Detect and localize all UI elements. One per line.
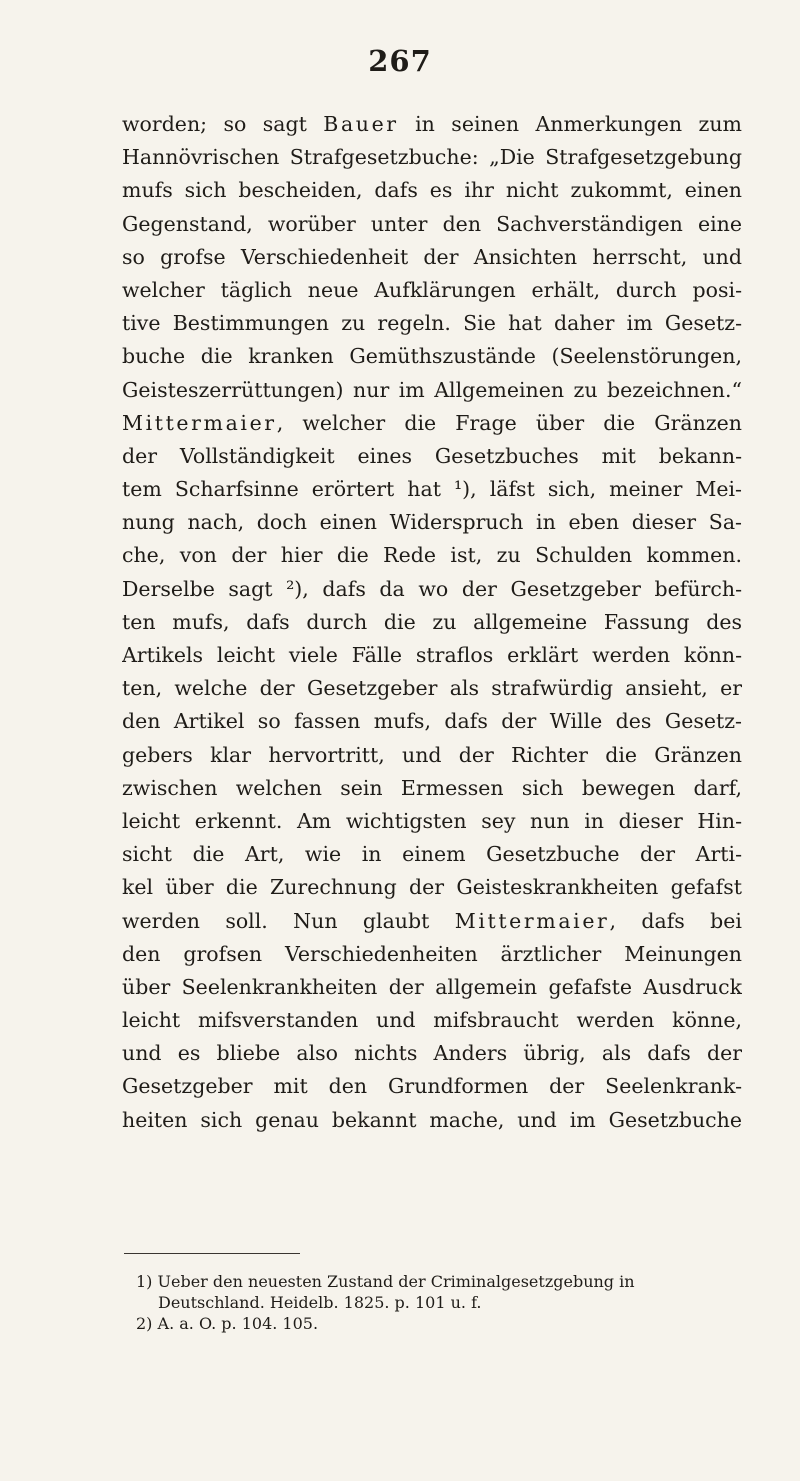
text-line: so grofse Verschiedenheit der Ansichten herrscht, und bbox=[122, 244, 742, 269]
text-line: und es bliebe also nichts Anders übrig, als dafs der bbox=[122, 1041, 742, 1066]
text-line: kel über die Zurechnung der Geisteskrankheiten gefafst bbox=[122, 875, 742, 900]
text-line: Artikels leicht viele Fälle straflos erklärt werden könn- bbox=[122, 643, 742, 667]
footnote-line: Deutschland. Heidelb. 1825. p. 101 u. f. bbox=[158, 1293, 482, 1312]
text-line: heiten sich genau bekannt mache, und im Gesetzbuche bbox=[122, 1107, 742, 1132]
body-text bbox=[122, 108, 742, 1137]
author-name: Bauer bbox=[323, 112, 399, 136]
text-line: gebers klar hervortritt, und der Richter die Gränzen bbox=[122, 742, 742, 767]
text-line: zwischen welchen sein Ermessen sich bewegen darf, bbox=[122, 775, 742, 800]
page-number: 267 bbox=[368, 44, 432, 78]
text-line: leicht mifsverstanden und mifsbraucht werden könne, bbox=[122, 1008, 742, 1033]
text-line: ten, welche der Gesetzgeber als strafwürdig ansieht, er bbox=[122, 676, 742, 701]
text-line: worden; so sagt Bauer in seinen Anmerkungen zum bbox=[122, 112, 742, 136]
footnote-line: 1) Ueber den neuesten Zustand der Criminalgesetzgebung in bbox=[136, 1272, 635, 1291]
text-line: nung nach, doch einen Widerspruch in eben dieser Sa- bbox=[122, 510, 742, 535]
footnotes bbox=[136, 1271, 742, 1334]
text-line: den grofsen Verschiedenheiten ärztlicher Meinungen bbox=[122, 941, 742, 966]
footnote-1 bbox=[136, 1271, 742, 1313]
text-line: Mittermaier, welcher die Frage über die Gränzen bbox=[122, 410, 742, 435]
text-line: Derselbe sagt ²), dafs da wo der Gesetzgeber befürch- bbox=[122, 576, 742, 601]
footnote-divider bbox=[124, 1253, 300, 1254]
text-line: che, von der hier die Rede ist, zu Schulden kommen. bbox=[122, 543, 742, 568]
footnote-line: 2) A. a. O. p. 104. 105. bbox=[136, 1314, 319, 1333]
text-line: mufs sich bescheiden, dafs es ihr nicht zukommt, einen bbox=[122, 178, 742, 203]
text-line: leicht erkennt. Am wichtigsten sey nun in dieser Hin- bbox=[122, 808, 742, 833]
text-line: der Vollständigkeit eines Gesetzbuches mit bekann- bbox=[122, 443, 742, 468]
footnote-2 bbox=[136, 1313, 742, 1334]
author-name: Mittermaier bbox=[122, 410, 277, 435]
text-line: Geisteszerrüttungen) nur im Allgemeinen zu bezeichnen.“ bbox=[122, 377, 742, 402]
text-line: buche die kranken Gemüthszustände (Seelenstörungen, bbox=[122, 344, 742, 369]
author-name: Mittermaier bbox=[454, 908, 610, 933]
text-line: welcher täglich neue Aufklärungen erhält, durch posi- bbox=[122, 277, 742, 302]
text-line: Hannövrischen Strafgesetzbuche: „Die Strafgesetzgebung bbox=[122, 145, 742, 170]
text-line: ten mufs, dafs durch die zu allgemeine Fassung des bbox=[122, 609, 742, 634]
text-line: tem Scharfsinne erörtert hat ¹), läfst sich, meiner Mei- bbox=[122, 477, 742, 502]
text-line: sicht die Art, wie in einem Gesetzbuche der Arti- bbox=[122, 842, 742, 867]
text-line: über Seelenkrankheiten der allgemein gefafste Ausdruck bbox=[122, 974, 742, 999]
text-line: werden soll. Nun glaubt Mittermaier, dafs bei bbox=[122, 908, 742, 933]
text-line: Gesetzgeber mit den Grundformen der Seelenkrank- bbox=[122, 1074, 742, 1099]
text-line: den Artikel so fassen mufs, dafs der Wille des Gesetz- bbox=[122, 709, 742, 734]
text-line: tive Bestimmungen zu regeln. Sie hat daher im Gesetz- bbox=[122, 311, 742, 336]
text-line: Gegenstand, worüber unter den Sachverständigen eine bbox=[122, 211, 742, 236]
